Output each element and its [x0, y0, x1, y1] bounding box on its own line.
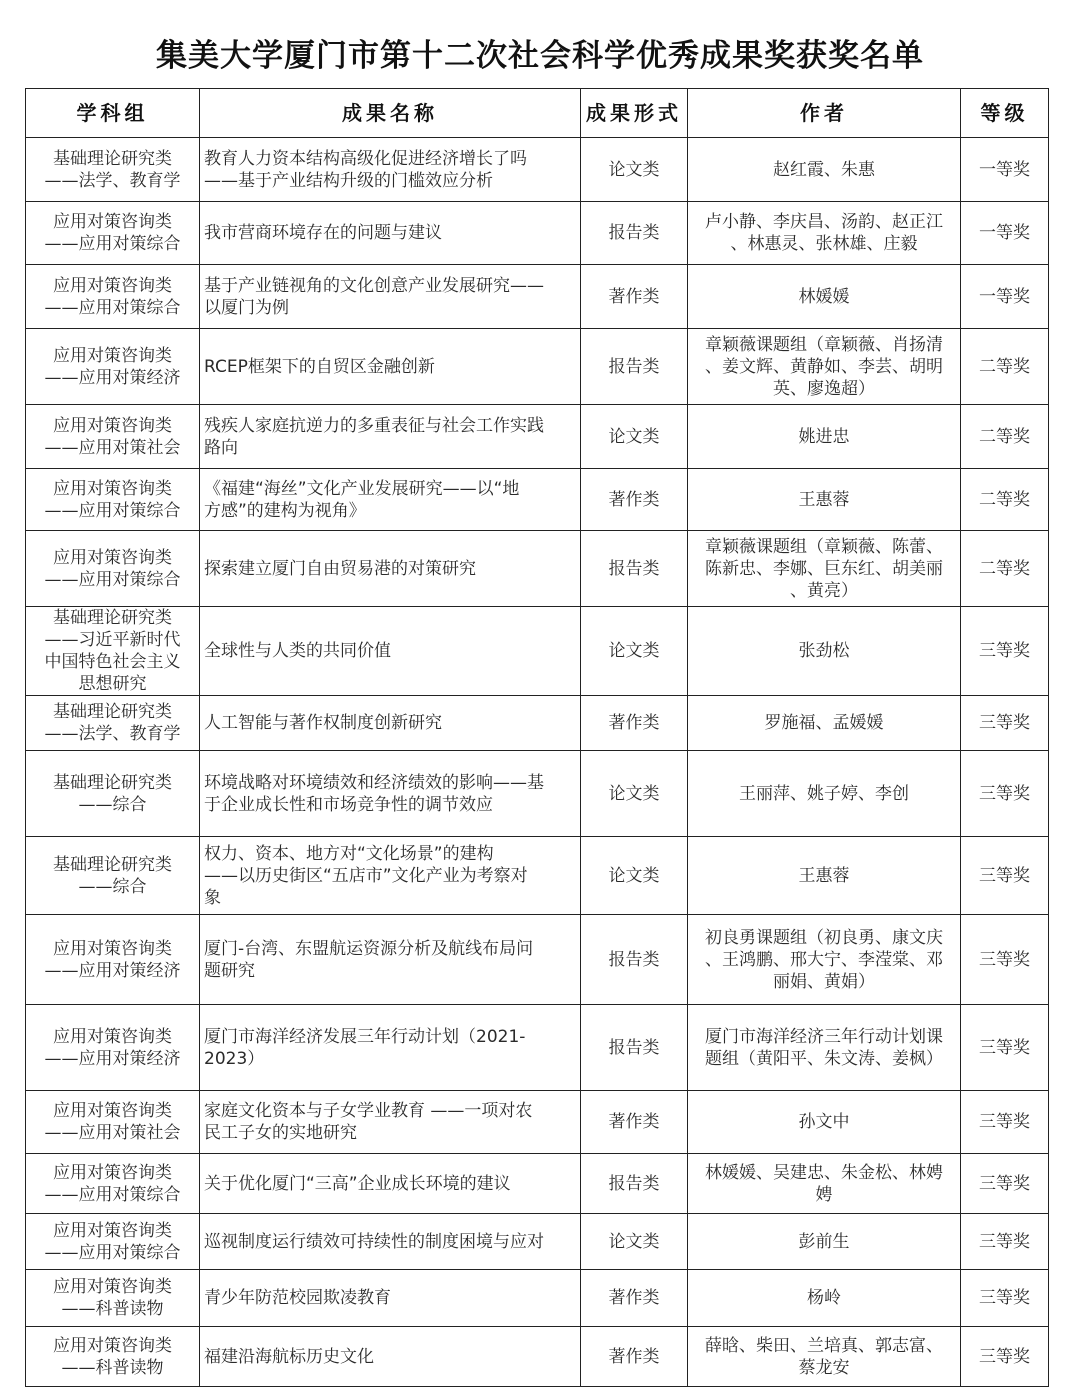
table-row — [26, 1154, 1049, 1214]
achievement-form-cell: 报告类 — [581, 329, 688, 405]
author-cell: 王惠蓉 — [688, 469, 961, 531]
author-cell: 厦门市海洋经济三年行动计划课 题组（黄阳平、朱文涛、姜枫） — [688, 1005, 961, 1091]
achievement-form-cell: 著作类 — [581, 1327, 688, 1387]
table-row — [26, 915, 1049, 1005]
table-row — [26, 837, 1049, 915]
award-level-cell: 三等奖 — [961, 1154, 1049, 1214]
achievement-form-cell: 报告类 — [581, 1154, 688, 1214]
achievement-title-cell: 《福建“海丝”文化产业发展研究——以“地 方感”的建构为视角》 — [200, 469, 581, 531]
achievement-title-cell: 基于产业链视角的文化创意产业发展研究—— 以厦门为例 — [200, 265, 581, 329]
achievement-form-cell: 论文类 — [581, 405, 688, 469]
author-cell: 王惠蓉 — [688, 837, 961, 915]
discipline-group-cell: 应用对策咨询类 ——科普读物 — [26, 1270, 200, 1327]
award-level-cell: 三等奖 — [961, 751, 1049, 837]
header-row — [26, 89, 1049, 138]
award-level-cell: 一等奖 — [961, 265, 1049, 329]
achievement-title-cell: 青少年防范校园欺凌教育 — [200, 1270, 581, 1327]
discipline-group-cell: 基础理论研究类 ——综合 — [26, 751, 200, 837]
author-cell: 彭前生 — [688, 1214, 961, 1270]
achievement-form-cell: 著作类 — [581, 265, 688, 329]
achievement-title-cell: 权力、资本、地方对“文化场景”的建构 ——以历史街区“五店市”文化产业为考察对 象 — [200, 837, 581, 915]
achievement-title-cell: 环境战略对环境绩效和经济绩效的影响——基 于企业成长性和市场竞争性的调节效应 — [200, 751, 581, 837]
author-cell: 赵红霞、朱惠 — [688, 138, 961, 202]
achievement-form-cell: 报告类 — [581, 202, 688, 265]
achievement-title-cell: 家庭文化资本与子女学业教育 ——一项对农 民工子女的实地研究 — [200, 1091, 581, 1154]
achievement-title-cell: 巡视制度运行绩效可持续性的制度困境与应对 — [200, 1214, 581, 1270]
table-row — [26, 1270, 1049, 1327]
header-award-level: 等级 — [961, 89, 1049, 138]
award-level-cell: 一等奖 — [961, 202, 1049, 265]
discipline-group-cell: 应用对策咨询类 ——应用对策社会 — [26, 1091, 200, 1154]
achievement-title-cell: 关于优化厦门“三高”企业成长环境的建议 — [200, 1154, 581, 1214]
header-achievement-title: 成果名称 — [200, 89, 581, 138]
achievement-form-cell: 著作类 — [581, 696, 688, 751]
table-row — [26, 1214, 1049, 1270]
achievement-form-cell: 报告类 — [581, 531, 688, 607]
achievement-title-cell: 教育人力资本结构高级化促进经济增长了吗 ——基于产业结构升级的门槛效应分析 — [200, 138, 581, 202]
achievement-form-cell: 论文类 — [581, 607, 688, 696]
discipline-group-cell: 应用对策咨询类 ——科普读物 — [26, 1327, 200, 1387]
achievement-form-cell: 报告类 — [581, 915, 688, 1005]
header-achievement-form: 成果形式 — [581, 89, 688, 138]
table-row — [26, 138, 1049, 202]
table-row — [26, 607, 1049, 696]
author-cell: 姚进忠 — [688, 405, 961, 469]
discipline-group-cell: 应用对策咨询类 ——应用对策综合 — [26, 1154, 200, 1214]
award-level-cell: 三等奖 — [961, 1327, 1049, 1387]
discipline-group-cell: 应用对策咨询类 ——应用对策综合 — [26, 1214, 200, 1270]
achievement-form-cell: 论文类 — [581, 1214, 688, 1270]
author-cell: 初良勇课题组（初良勇、康文庆 、王鸿鹏、邢大宁、李滢棠、邓 丽娟、黄娟） — [688, 915, 961, 1005]
table-row — [26, 531, 1049, 607]
discipline-group-cell: 应用对策咨询类 ——应用对策综合 — [26, 202, 200, 265]
author-cell: 卢小静、李庆昌、汤韵、赵正江 、林惠灵、张林雄、庄毅 — [688, 202, 961, 265]
table-row — [26, 1005, 1049, 1091]
discipline-group-cell: 应用对策咨询类 ——应用对策经济 — [26, 1005, 200, 1091]
discipline-group-cell: 基础理论研究类 ——法学、教育学 — [26, 138, 200, 202]
author-cell: 杨岭 — [688, 1270, 961, 1327]
achievement-form-cell: 论文类 — [581, 837, 688, 915]
award-level-cell: 三等奖 — [961, 607, 1049, 696]
achievement-form-cell: 著作类 — [581, 1091, 688, 1154]
award-level-cell: 二等奖 — [961, 531, 1049, 607]
discipline-group-cell: 基础理论研究类 ——法学、教育学 — [26, 696, 200, 751]
achievement-title-cell: 残疾人家庭抗逆力的多重表征与社会工作实践 路向 — [200, 405, 581, 469]
author-cell: 张劲松 — [688, 607, 961, 696]
award-level-cell: 二等奖 — [961, 405, 1049, 469]
table-row — [26, 265, 1049, 329]
award-level-cell: 三等奖 — [961, 696, 1049, 751]
discipline-group-cell: 应用对策咨询类 ——应用对策综合 — [26, 469, 200, 531]
achievement-title-cell: RCEP框架下的自贸区金融创新 — [200, 329, 581, 405]
achievement-title-cell: 人工智能与著作权制度创新研究 — [200, 696, 581, 751]
author-cell: 孙文中 — [688, 1091, 961, 1154]
table-row — [26, 469, 1049, 531]
table-row — [26, 405, 1049, 469]
achievement-title-cell: 厦门-台湾、东盟航运资源分析及航线布局问 题研究 — [200, 915, 581, 1005]
discipline-group-cell: 应用对策咨询类 ——应用对策经济 — [26, 915, 200, 1005]
header-author: 作者 — [688, 89, 961, 138]
table-row — [26, 1091, 1049, 1154]
author-cell: 罗施福、孟媛媛 — [688, 696, 961, 751]
achievement-form-cell: 著作类 — [581, 469, 688, 531]
table-row — [26, 202, 1049, 265]
discipline-group-cell: 应用对策咨询类 ——应用对策社会 — [26, 405, 200, 469]
author-cell: 章颖薇课题组（章颖薇、肖扬清 、姜文辉、黄静如、李芸、胡明 英、廖逸超） — [688, 329, 961, 405]
award-level-cell: 一等奖 — [961, 138, 1049, 202]
discipline-group-cell: 应用对策咨询类 ——应用对策综合 — [26, 531, 200, 607]
table-row — [26, 329, 1049, 405]
author-cell: 王丽萍、姚子婷、李创 — [688, 751, 961, 837]
header-discipline-group: 学科组 — [26, 89, 200, 138]
award-list-table — [25, 88, 1049, 1387]
page-title: 集美大学厦门市第十二次社会科学优秀成果奖获奖名单 — [156, 38, 924, 74]
table-row — [26, 1327, 1049, 1387]
achievement-form-cell: 著作类 — [581, 1270, 688, 1327]
discipline-group-cell: 应用对策咨询类 ——应用对策综合 — [26, 265, 200, 329]
achievement-form-cell: 论文类 — [581, 751, 688, 837]
award-level-cell: 三等奖 — [961, 1214, 1049, 1270]
table-row — [26, 696, 1049, 751]
award-level-cell: 三等奖 — [961, 837, 1049, 915]
award-level-cell: 三等奖 — [961, 1091, 1049, 1154]
achievement-form-cell: 报告类 — [581, 1005, 688, 1091]
achievement-title-cell: 全球性与人类的共同价值 — [200, 607, 581, 696]
award-level-cell: 三等奖 — [961, 1005, 1049, 1091]
achievement-title-cell: 我市营商环境存在的问题与建议 — [200, 202, 581, 265]
achievement-title-cell: 厦门市海洋经济发展三年行动计划（2021- 2023） — [200, 1005, 581, 1091]
discipline-group-cell: 基础理论研究类 ——综合 — [26, 837, 200, 915]
achievement-title-cell: 福建沿海航标历史文化 — [200, 1327, 581, 1387]
award-level-cell: 二等奖 — [961, 469, 1049, 531]
author-cell: 薛晗、柴田、兰培真、郭志富、 蔡龙安 — [688, 1327, 961, 1387]
author-cell: 林媛媛 — [688, 265, 961, 329]
author-cell: 章颖薇课题组（章颖薇、陈蕾、 陈新忠、李娜、巨东红、胡美丽 、黄亮） — [688, 531, 961, 607]
achievement-title-cell: 探索建立厦门自由贸易港的对策研究 — [200, 531, 581, 607]
author-cell: 林媛媛、吴建忠、朱金松、林娉 娉 — [688, 1154, 961, 1214]
award-level-cell: 二等奖 — [961, 329, 1049, 405]
discipline-group-cell: 基础理论研究类 ——习近平新时代 中国特色社会主义 思想研究 — [26, 607, 200, 696]
discipline-group-cell: 应用对策咨询类 ——应用对策经济 — [26, 329, 200, 405]
achievement-form-cell: 论文类 — [581, 138, 688, 202]
award-level-cell: 三等奖 — [961, 1270, 1049, 1327]
award-level-cell: 三等奖 — [961, 915, 1049, 1005]
table-row — [26, 751, 1049, 837]
